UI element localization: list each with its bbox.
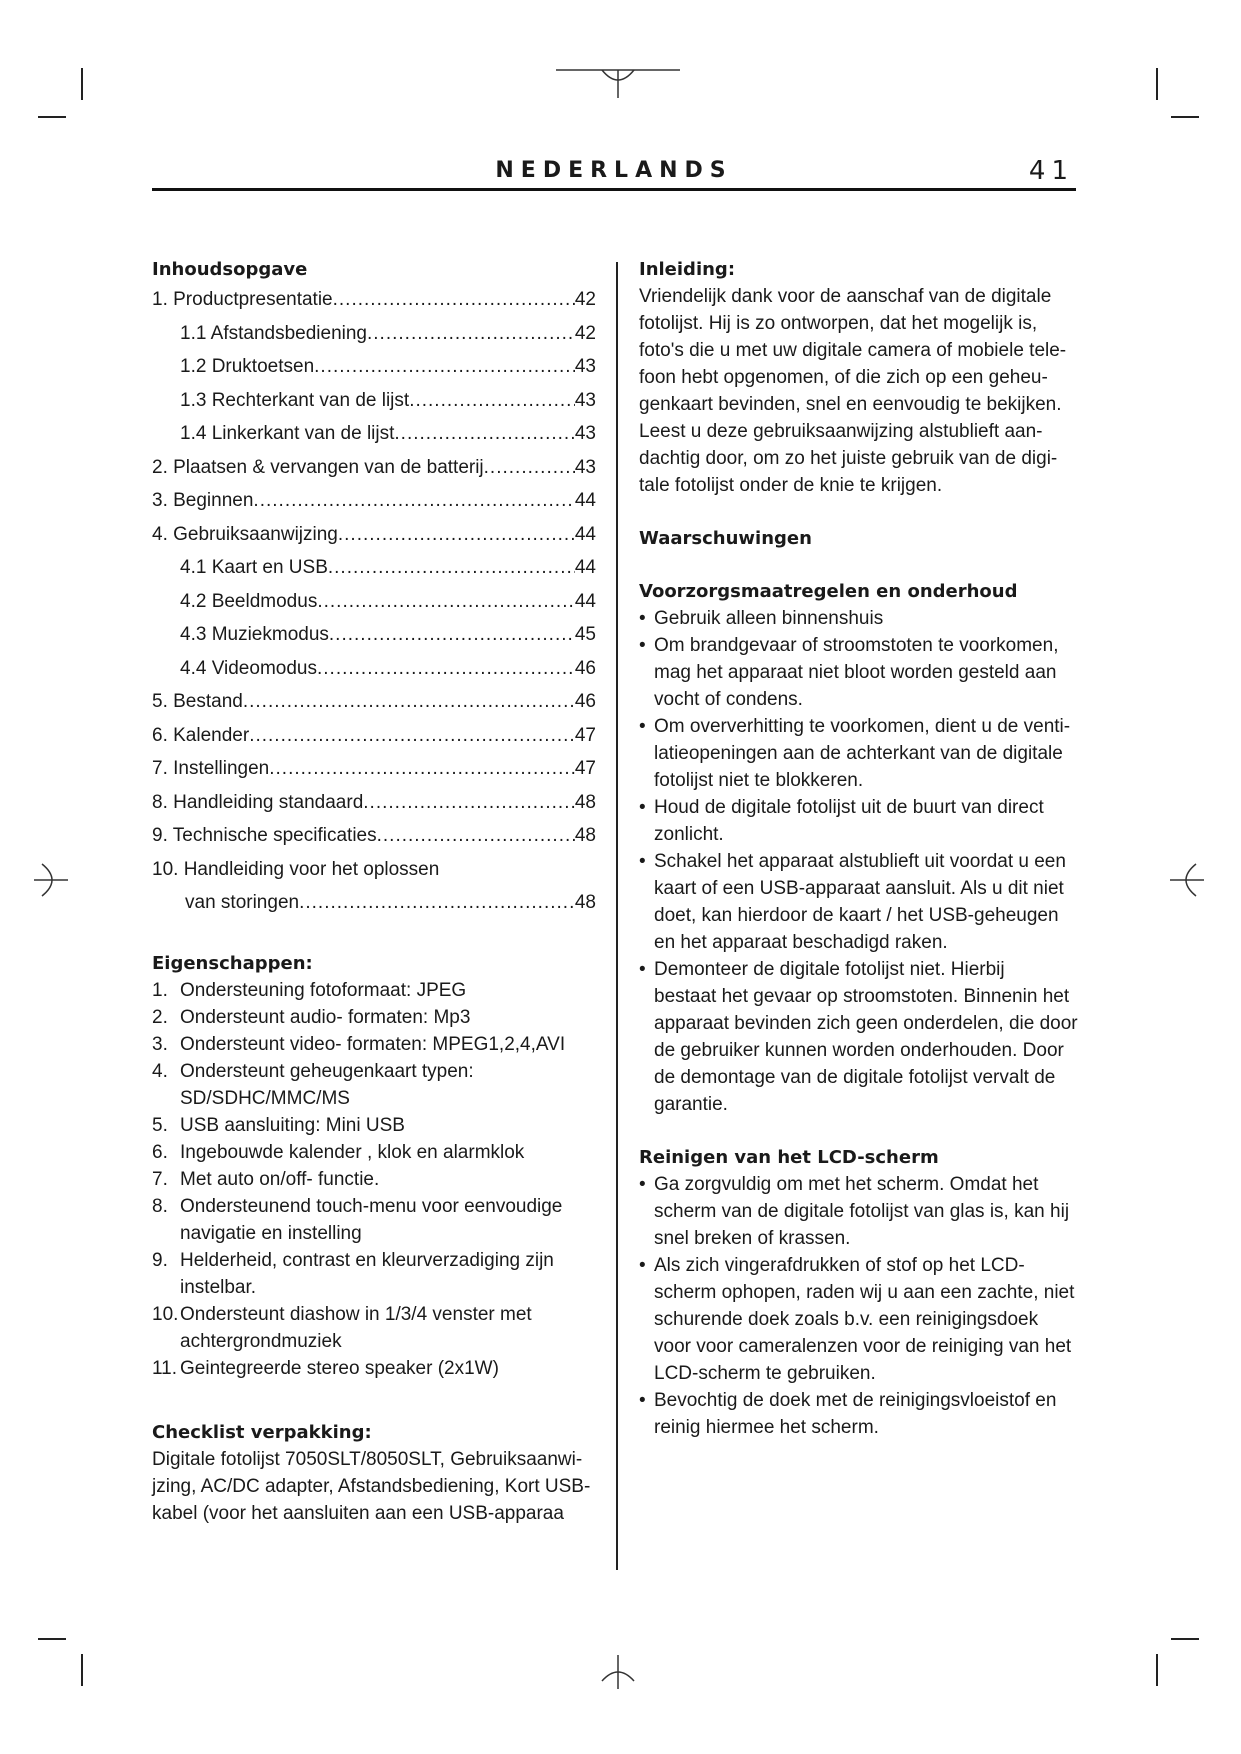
bullet-icon: •: [639, 1255, 646, 1276]
toc-entry: 1. Productpresentatie ..... 42: [152, 283, 596, 317]
toc-entry: 1.3 Rechterkant van de lijst ..... 43: [152, 384, 596, 418]
list-item: 4. Ondersteunt geheugenkaart typen: SD/SDHC/MMC/MS: [152, 1060, 474, 1109]
list-item: • Gebruik alleen binnenshuis: [639, 605, 1086, 632]
toc-entry: 7. Instellingen ..... 47: [152, 752, 596, 786]
crop-mark-bottom-right-v: [1156, 1654, 1158, 1686]
intro-heading: Inleiding:: [639, 259, 736, 280]
toc-entry: 2. Plaatsen & vervangen van de batterij ..... 43: [152, 451, 596, 485]
crop-mark-top-right-v: [1156, 68, 1158, 100]
list-item: 11. Geintegreerde stereo speaker (2x1W): [152, 1357, 499, 1379]
list-item: 8. Ondersteunend touch-menu voor eenvoudige navigatie en instelling: [152, 1195, 563, 1244]
page-header: [152, 156, 1076, 191]
toc-entry: 4. Gebruiksaanwijzing ..... 44: [152, 518, 596, 552]
list-item: 1. Ondersteuning fotoformaat: JPEG: [152, 979, 467, 1001]
checklist-heading: Checklist verpakking:: [152, 1421, 372, 1443]
bullet-icon: •: [639, 1174, 646, 1195]
list-item: • Ga zorgvuldig om met het scherm. Omdat het scherm van de digitale fotolijst van glas is, kan hij snel breken of krassen.: [639, 1171, 1086, 1252]
table-of-contents: [152, 283, 596, 920]
list-item: 5. USB aansluiting: Mini USB: [152, 1114, 405, 1136]
bullet-icon: •: [639, 797, 646, 818]
list-item: • Schakel het apparaat alstublieft uit voordat u een kaart of een USB-apparaat aansluit. Als u dit niet doet, kan hierdoor de kaart / het USB-geheugen en het apparaat beschadigd raken.: [639, 848, 1086, 956]
list-item: • Demonteer de digitale fotolijst niet. Hierbij bestaat het gevaar op stroomstoten. Binnenin het apparaat bevinden zich geen onderdelen, die door de gebruiker kunnen worden onderhouden. Door de demontage van de digitale fotolijst vervalt de garantie.: [639, 956, 1086, 1118]
features-list: [152, 977, 596, 1382]
list-item: 10. Ondersteunt diashow in 1/3/4 venster met achtergrondmuziek: [152, 1303, 532, 1352]
right-column: [639, 256, 1086, 1441]
list-item: 3. Ondersteunt video- formaten: MPEG1,2,4,AVI: [152, 1033, 566, 1055]
toc-entry: 8. Handleiding standaard ..... 48: [152, 786, 596, 820]
cleaning-list: [639, 1171, 1086, 1441]
precautions-heading: Voorzorgsmaatregelen en onderhoud: [639, 581, 1018, 602]
crop-mark-bottom-left-h: [38, 1638, 66, 1640]
toc-entry: 4.1 Kaart en USB ..... 44: [152, 551, 596, 585]
precautions-list: [639, 605, 1086, 1118]
toc-entry: 1.2 Druktoetsen ..... 43: [152, 350, 596, 384]
page-title: NEDERLANDS: [495, 158, 733, 183]
crop-mark-top-left-h: [38, 116, 66, 118]
toc-heading: Inhoudsopgave: [152, 259, 308, 280]
registration-mark-top-icon: [556, 60, 686, 100]
list-item: 2. Ondersteunt audio- formaten: Mp3: [152, 1006, 471, 1028]
cleaning-heading: Reinigen van het LCD-scherm: [639, 1147, 939, 1168]
bullet-icon: •: [639, 635, 646, 656]
checklist-text: Digitale fotolijst 7050SLT/8050SLT, Gebruiksaanwi- jzing, AC/DC adapter, Afstandsbediening, Kort USB- kabel (voor het aansluiten aan een USB-apparaa: [152, 1448, 591, 1524]
toc-entry: 9. Technische specificaties ..... 48: [152, 819, 596, 853]
bullet-icon: •: [639, 959, 646, 980]
registration-mark-bottom-icon: [600, 1655, 636, 1691]
bullet-icon: •: [639, 716, 646, 737]
toc-entry: 4.2 Beeldmodus ..... 44: [152, 585, 596, 619]
list-item: • Als zich vingerafdrukken of stof op het LCD- scherm ophopen, raden wij u aan een zachte, niet schurende doek zoals b.v. een reinigingsdoek voor voor cameralenzen voor de reiniging van het LCD-scherm te gebruiken.: [639, 1252, 1086, 1387]
toc-entry-multiline-second: van storingen ..... 48: [152, 886, 596, 920]
registration-mark-right-icon: [1168, 862, 1204, 898]
features-heading: Eigenschappen:: [152, 952, 313, 974]
warnings-heading: Waarschuwingen: [639, 528, 812, 549]
page-number: 41: [1028, 156, 1074, 186]
registration-mark-left-icon: [34, 862, 70, 898]
left-column: [152, 256, 596, 1527]
list-item: 6. Ingebouwde kalender , klok en alarmklok: [152, 1141, 525, 1163]
intro-text: Vriendelijk dank voor de aanschaf van de digitale fotolijst. Hij is zo ontworpen, dat het mogelijk is, foto's die u met uw digitale camera of mobiele tele- foon hebt opgenomen, of die zich op een geheu- genkaart bevinden, snel en eenvoudig te bekijken. Leest u deze gebruiksaanwijzing alstublieft aan- dachtig door, om zo het juiste gebruik van de digi- tale fotolijst onder de knie te krijgen.: [639, 286, 1067, 496]
bullet-icon: •: [639, 1390, 646, 1411]
toc-entry: 1.1 Afstandsbediening ..... 42: [152, 317, 596, 351]
toc-entry: 1.4 Linkerkant van de lijst ..... 43: [152, 417, 596, 451]
toc-entry-multiline-first: 10. Handleiding voor het oplossen: [152, 858, 440, 880]
toc-entry: 6. Kalender ..... 47: [152, 719, 596, 753]
toc-entry: 3. Beginnen ..... 44: [152, 484, 596, 518]
crop-mark-top-right-h: [1171, 116, 1199, 118]
bullet-icon: •: [639, 851, 646, 872]
list-item: • Houd de digitale fotolijst uit de buurt van direct zonlicht.: [639, 794, 1086, 848]
list-item: • Bevochtig de doek met de reinigingsvloeistof en reinig hiermee het scherm.: [639, 1387, 1086, 1441]
crop-mark-bottom-right-h: [1171, 1638, 1199, 1640]
bullet-icon: •: [639, 608, 646, 629]
crop-mark-bottom-left-v: [81, 1654, 83, 1686]
list-item: • Om oververhitting te voorkomen, dient u de venti- latieopeningen aan de achterkant van de digitale fotolijst niet te blokkeren.: [639, 713, 1086, 794]
crop-mark-top-left-v: [81, 68, 83, 100]
list-item: 9. Helderheid, contrast en kleurverzadiging zijn instelbar.: [152, 1249, 554, 1298]
list-item: • Om brandgevaar of stroomstoten te voorkomen, mag het apparaat niet bloot worden gesteld aan vocht of condens.: [639, 632, 1086, 713]
toc-entry: 5. Bestand ..... 46: [152, 685, 596, 719]
column-divider: [616, 262, 618, 1570]
list-item: 7. Met auto on/off- functie.: [152, 1168, 380, 1190]
toc-entry: 4.4 Videomodus ..... 46: [152, 652, 596, 686]
toc-entry: 4.3 Muziekmodus ..... 45: [152, 618, 596, 652]
